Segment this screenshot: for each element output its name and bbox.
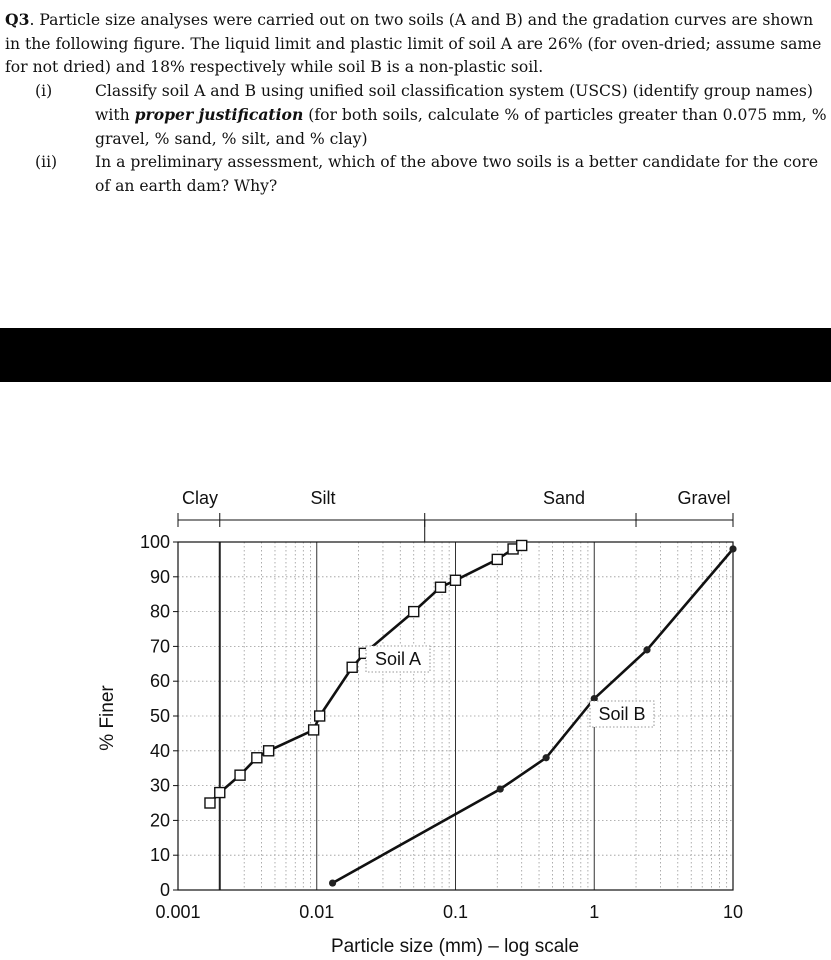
- part-i-text-after: (for both soils, calculate % of particles greater than 0.075 mm, % gravel, % sand, % silt, and % clay): [95, 106, 827, 148]
- y-tick-label: 90: [149, 566, 170, 587]
- series-label: Soil B: [598, 704, 646, 724]
- series-line: [333, 549, 733, 883]
- x-tick-label: 0.001: [155, 902, 201, 922]
- y-tick-label: 30: [149, 775, 170, 796]
- data-point-marker: [329, 879, 336, 886]
- chart-series: [205, 540, 737, 886]
- y-axis-label: % Finer: [97, 685, 118, 751]
- y-tick-label: 0: [159, 880, 170, 900]
- series-label: Soil A: [374, 649, 422, 669]
- data-point-marker: [264, 746, 274, 756]
- x-tick-label: 0.1: [442, 902, 469, 922]
- question-text: [5, 8, 829, 198]
- size-class-label-gravel: Gravel: [677, 488, 731, 508]
- x-tick-label: 0.01: [299, 902, 335, 922]
- size-class-label-sand: Sand: [542, 488, 586, 508]
- data-point-marker: [497, 785, 504, 792]
- data-point-marker: [309, 725, 319, 735]
- gradation-chart: [0, 480, 831, 960]
- y-tick-label: 80: [149, 601, 170, 622]
- data-point-marker: [436, 582, 446, 592]
- size-class-bar: [178, 488, 733, 542]
- part-i-emphasis: proper justification: [134, 105, 304, 124]
- y-tick-label: 50: [149, 706, 170, 726]
- part-i-text: [95, 82, 827, 148]
- size-class-label-clay: Clay: [181, 488, 219, 508]
- question-number: Q3: [5, 10, 30, 29]
- data-point-marker: [729, 545, 736, 552]
- data-point-marker: [215, 788, 225, 798]
- y-tick-label: 40: [149, 740, 170, 761]
- data-point-marker: [315, 711, 325, 721]
- data-point-marker: [543, 754, 550, 761]
- series-line: [210, 546, 522, 804]
- question-intro: [5, 8, 829, 80]
- data-point-marker: [252, 753, 262, 763]
- size-class-label-silt: Silt: [310, 488, 336, 508]
- data-point-marker: [451, 575, 461, 585]
- data-point-marker: [347, 662, 357, 672]
- y-tick-label: 100: [139, 532, 170, 552]
- part-ii-text: In a preliminary assessment, which of the above two soils is a better candidate for the core of an earth dam? Why?: [95, 153, 819, 195]
- x-tick-label: 1: [589, 902, 600, 922]
- data-point-marker: [492, 554, 502, 564]
- data-point-marker: [643, 646, 650, 653]
- data-point-marker: [517, 540, 527, 550]
- x-tick-label: 10: [722, 902, 744, 922]
- y-tick-label: 60: [149, 671, 170, 692]
- data-point-marker: [409, 607, 419, 617]
- part-ii-number: (ii): [35, 153, 58, 171]
- data-point-marker: [235, 770, 245, 780]
- y-tick-label: 20: [149, 810, 170, 831]
- x-axis-label: Particle size (mm) – log scale: [330, 936, 580, 957]
- part-ii: [5, 151, 829, 198]
- part-i-number: (i): [35, 81, 53, 100]
- y-tick-label: 10: [149, 845, 170, 866]
- redaction-bar: [0, 328, 831, 382]
- part-i-text-before: Classify soil A and B using unified soil classification system (USCS) (identify group names) with: [95, 81, 814, 124]
- part-i: [5, 80, 829, 152]
- y-tick-label: 70: [149, 636, 170, 657]
- data-point-marker: [205, 798, 215, 808]
- question-intro-text: . Particle size analyses were carried out on two soils (A and B) and the gradation curves are shown in the following figure. The liquid limit and plastic limit of soil A are 26% (for oven-dried; assume same for not dried) and 18% respectively while soil B is a non-plastic soil.: [5, 11, 822, 76]
